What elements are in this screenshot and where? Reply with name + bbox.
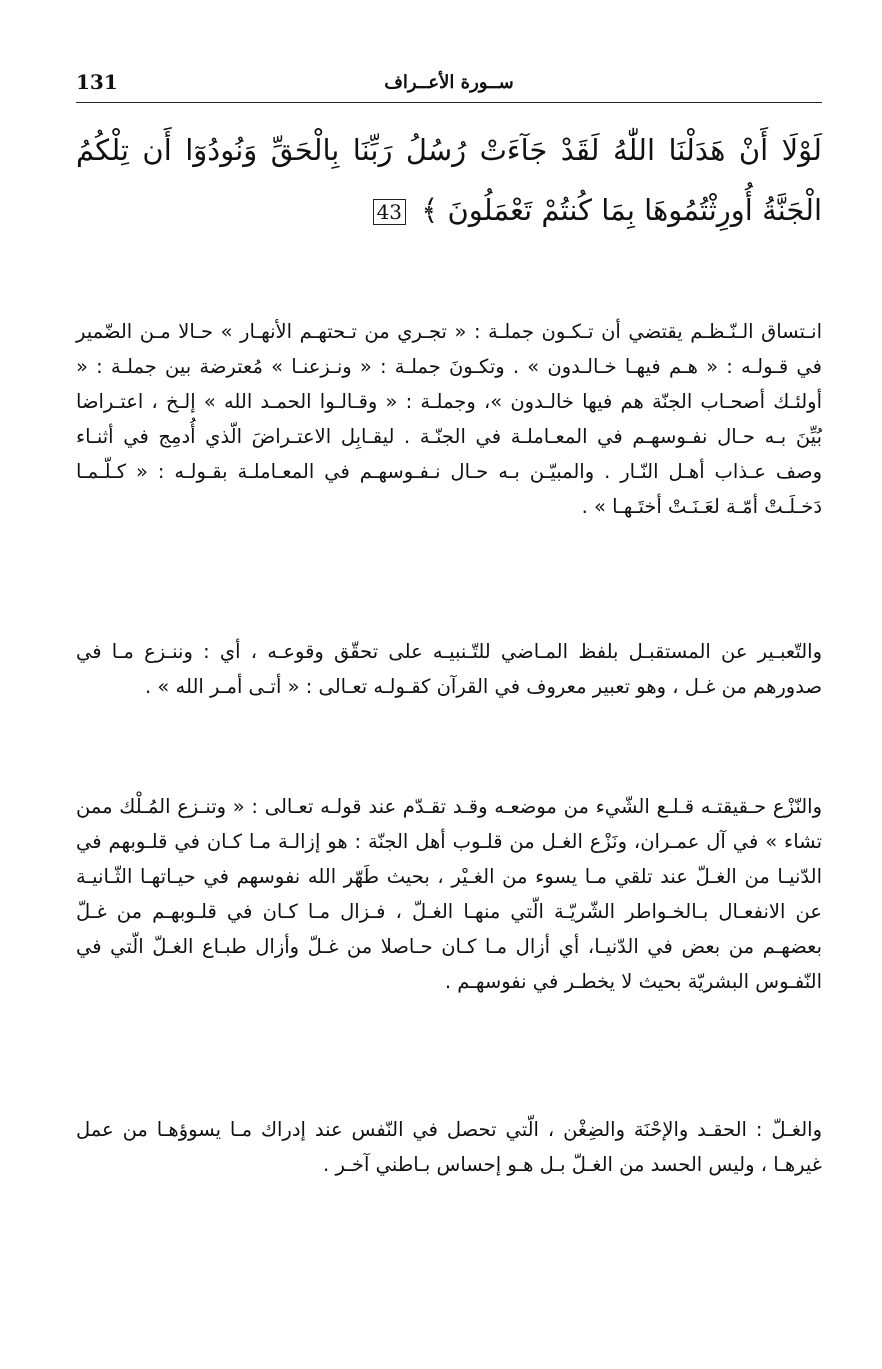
paragraph-3: والنّزْع حـقيقتـه قـلـع الشّيء من موضعـه وقـد تقـدّم عند قولـه تعـالى : « وتنـزع المُـلْك ممن تشاء » في آل عمـران، ونَزْع الغـل من قلـوب أهل الجنّة : هو إزالـة مـا كـان في قلـوبهم في الدّنيـا من الغـلّ عند تلقي مـا يسوء من الغـيْر ، بحيث طَهّر الله نفوسهم في حيـاتهـا الثّـانيـة عن الانفعـال بـالخـواطر الشّريّـة الّتي منهـا الغـلّ ، فـزال مـا كـان في قلـوبهـم من غـلّ بعضهـم من بعض في الدّنيـا، أي أزال مـا كـان حـاصلا من غـلّ وأزال طبـاع الغـلّ الّتي في النّفـوس البشريّة بحيث لا يخطـر في نفوسهـم . bbox=[76, 795, 822, 993]
paragraph-1: انـتساق الـنّـظـم يقتضي أن تـكـون جملـة : « تجـري من تـحتهـم الأنهـار » حـالا مـن الضّمير في قـولـه : « هـم فيهـا خـالـدون » . وتكـونَ جملـة : « ونـزعنـا » مُعترضة بين جملـة : « أولئـك أصحـاب الجنّة هم فيها خالـدون »، وجملـة : « وقـالـوا الحمـد الله » إلـخ ، اعتـراضا بُيِّنَ بـه حـال نفـوسهـم في المعـاملـة في الجنّـة . ليقـابِل الاعتـراضَ الّذي أُدمِج في أثنـاء وصف عـذاب أهـل النّـار . والمبيّـن بـه حـال نـفـوسهـم في المعـاملـة بقـولـه : « كـلّـمـا دَخـلَـتْ أمّـة لعَـنَـتْ أختَـهـا » . bbox=[76, 320, 822, 518]
page-header bbox=[76, 62, 822, 103]
verse-number-marker: 43 bbox=[373, 199, 406, 225]
paragraph-4: والغـلّ : الحقـد والإحْنَة والضِغْن ، الّتي تحصل في النّفس عند إدراك مـا يسوؤهـا من عمل غيرهـا ، وليس الحسد من الغـلّ بـل هـو إحساس بـاطني آخـر . bbox=[76, 1118, 822, 1176]
verse-text: لَوْلَا أَنْ هَدَلْنَا اللّٰهُ لَقَدْ جَآءَتْ رُسُلُ رَبِّنَا بِالْحَقِّ وَنُودُوٓا أَن تِلْكُمُ الْجَنَّةُ أُورِثْتُمُوهَا بِمَا كُنتُمْ تَعْمَلُونَ ﴾ bbox=[76, 133, 822, 227]
surah-title: ســورة الأعــراف bbox=[384, 72, 514, 93]
paragraph-2: والتّعبـير عن المستقبـل بلفظ المـاضي للتّـنبيـه على تحقّق وقوعـه ، أي : وننـزع مـا في صدورهم من غـل ، وهو تعبير معروف في القرآن كقـولـه تعـالى : « أتـى أمـر الله » . bbox=[76, 640, 822, 698]
quran-verse bbox=[76, 120, 822, 240]
page-number: 131 bbox=[76, 70, 118, 94]
